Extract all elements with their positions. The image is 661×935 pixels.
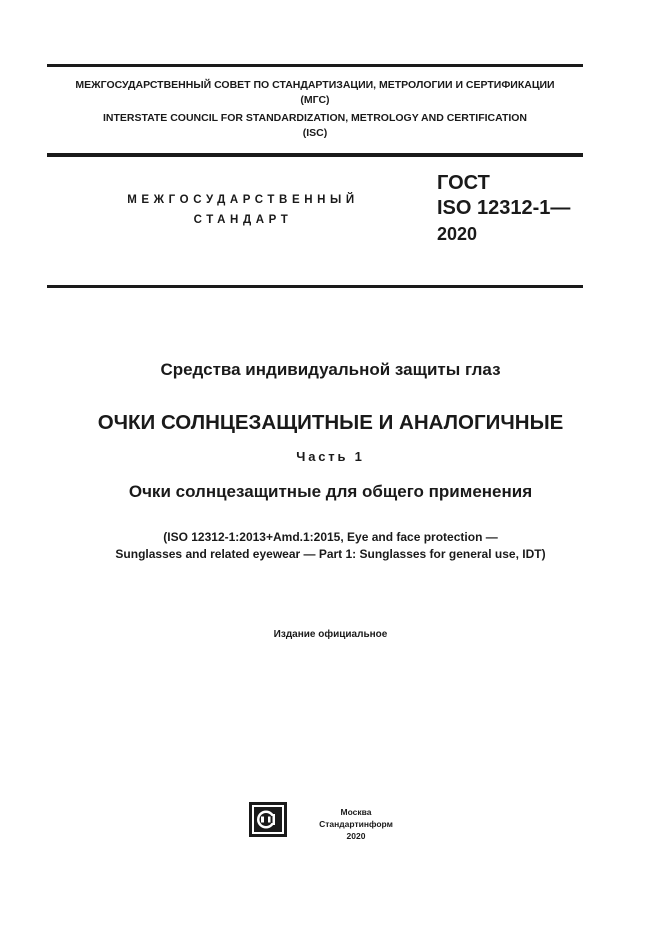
top-rule [47,64,583,67]
standard-type-line-2: СТАНДАРТ [193,214,293,226]
original-reference-line-1: (ISO 12312-1:2013+Amd.1:2015, Eye and face protection — [163,530,498,544]
part-title: Очки солнцезащитные для общего применения [128,482,533,501]
header-divider [47,285,583,288]
publisher-name: Стандартинформ [319,819,393,829]
part-number: Часть 1 [296,449,365,464]
official-edition-label: Издание официальное [273,629,388,640]
standard-type-line-1: МЕЖГОСУДАРСТВЕННЫЙ [127,194,359,206]
publication-year: 2020 [346,831,366,841]
council-divider [47,153,583,157]
subject-title: Средства индивидуальной защиты глаз [160,360,501,379]
original-reference-line-2: Sunglasses and related eyewear — Part 1: Sunglasses for general use, IDT) [115,547,546,561]
main-title: ОЧКИ СОЛНЦЕЗАЩИТНЫЕ И АНАЛОГИЧНЫЕ [97,411,564,434]
council-abbr-en: (ISC) [302,127,328,139]
publisher-city: Москва [340,807,372,817]
standartinform-logo-icon [249,802,287,837]
designation-line-2: ISO 12312-1— [437,197,571,219]
council-abbr-ru: (МГС) [300,94,330,106]
designation-line-3: 2020 [437,224,478,244]
council-name-ru-block [47,78,583,108]
council-name-en: INTERSTATE COUNCIL FOR STANDARDIZATION, METROLOGY AND CERTIFICATION [102,112,528,124]
council-name-en-block [47,111,583,141]
designation-line-1: ГОСТ [437,172,490,194]
council-name-ru: МЕЖГОСУДАРСТВЕННЫЙ СОВЕТ ПО СТАНДАРТИЗАЦИИ, МЕТРОЛОГИИ И СЕРТИФИКАЦИИ [75,79,555,91]
